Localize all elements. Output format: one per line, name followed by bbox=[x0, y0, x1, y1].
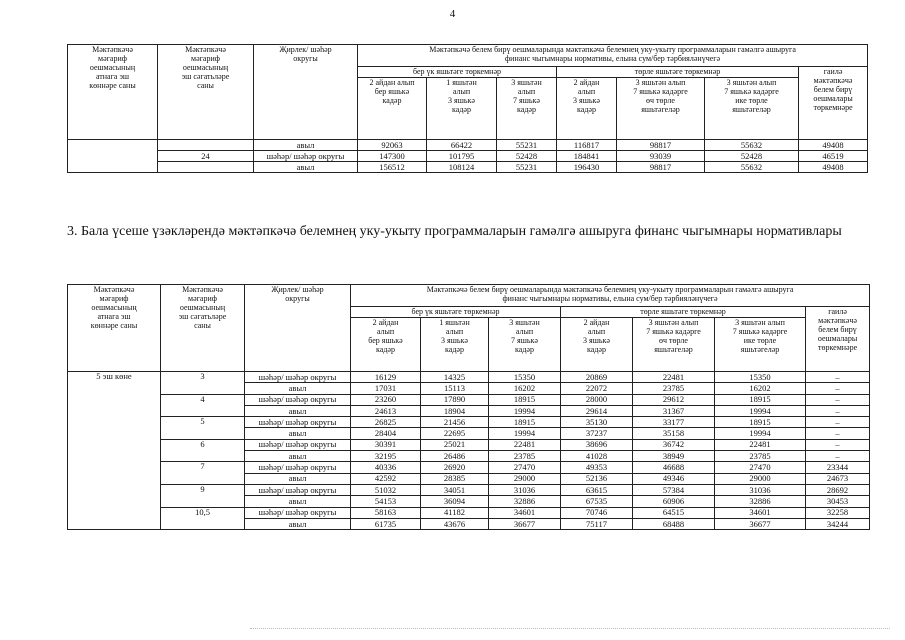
value-cell: 64515 bbox=[633, 507, 715, 518]
area-cell: шәһәр/ шәһәр округы bbox=[245, 372, 351, 383]
value-cell: 28692 bbox=[806, 484, 870, 495]
value-cell: 18915 bbox=[715, 417, 806, 428]
value-cell: 29000 bbox=[715, 473, 806, 484]
scan-artifact-line bbox=[250, 628, 890, 633]
value-cell: 14325 bbox=[421, 372, 489, 383]
value-cell: 70746 bbox=[561, 507, 633, 518]
area-cell: шәһәр/ шәһәр округы bbox=[245, 439, 351, 450]
table-row bbox=[68, 394, 870, 405]
header-age-3-7: 3 яшьтән алып 7 яшькә кадәр bbox=[497, 78, 557, 140]
table-row bbox=[68, 140, 868, 151]
section-heading: 3. Бала үсеше үзәкләрендә мәктәпкәчә белемнең уку-укыту программаларын гамәлгә ашыруга финанс чыгымнары нормативлары bbox=[67, 224, 842, 239]
header-work-hours: Мәктәпкәчә мәгариф оешмасының эш сәгатьләре саны bbox=[161, 285, 245, 372]
value-cell: 15350 bbox=[489, 372, 561, 383]
value-cell: 24673 bbox=[806, 473, 870, 484]
value-cell: 92063 bbox=[358, 140, 427, 151]
value-cell: 66422 bbox=[427, 140, 497, 151]
value-cell: 22481 bbox=[489, 439, 561, 450]
value-cell: 108124 bbox=[427, 162, 497, 173]
work-days-cell: 5 эш көне bbox=[68, 372, 161, 530]
value-cell: 29000 bbox=[489, 473, 561, 484]
value-cell: 23785 bbox=[489, 451, 561, 462]
value-cell: 34601 bbox=[715, 507, 806, 518]
value-cell: 37237 bbox=[561, 428, 633, 439]
work-hours-cell: 10,5 bbox=[161, 507, 245, 530]
value-cell: 30453 bbox=[806, 496, 870, 507]
value-cell: 98817 bbox=[617, 140, 705, 151]
area-cell: шәһәр/ шәһәр округы bbox=[254, 151, 358, 162]
value-cell: 31367 bbox=[633, 405, 715, 416]
value-cell: 93039 bbox=[617, 151, 705, 162]
value-cell: 41182 bbox=[421, 507, 489, 518]
header-work-hours: Мәктәпкәчә мәгариф оешмасының эш сәгатьләре саны bbox=[158, 45, 254, 140]
value-cell: 34244 bbox=[806, 518, 870, 529]
header-age-2m-1y: 2 айдан алып бер яшькә кадәр bbox=[358, 78, 427, 140]
area-cell: авыл bbox=[245, 405, 351, 416]
value-cell: 35158 bbox=[633, 428, 715, 439]
value-cell: 60906 bbox=[633, 496, 715, 507]
value-cell: 22072 bbox=[561, 383, 633, 394]
header-family-groups: гаилә мәктәпкәчә белем бирү оешмалары төркемнәре bbox=[799, 67, 868, 140]
value-cell: 52428 bbox=[705, 151, 799, 162]
value-cell: 22695 bbox=[421, 428, 489, 439]
value-cell: 63615 bbox=[561, 484, 633, 495]
header-mixed-2m-3: 2 айдан алып 3 яшькә кадәр bbox=[561, 318, 633, 372]
table-row bbox=[68, 417, 870, 428]
value-cell: 34601 bbox=[489, 507, 561, 518]
value-cell: 20869 bbox=[561, 372, 633, 383]
value-cell: 16202 bbox=[489, 383, 561, 394]
page-number: 4 bbox=[449, 8, 456, 20]
area-cell: авыл bbox=[245, 473, 351, 484]
value-cell: 75117 bbox=[561, 518, 633, 529]
value-cell: 21456 bbox=[421, 417, 489, 428]
work-hours-cell bbox=[158, 140, 254, 151]
value-cell: 55632 bbox=[705, 162, 799, 173]
value-cell: – bbox=[806, 383, 870, 394]
value-cell: 46519 bbox=[799, 151, 868, 162]
area-cell: шәһәр/ шәһәр округы bbox=[245, 394, 351, 405]
value-cell: 25021 bbox=[421, 439, 489, 450]
value-cell: 27470 bbox=[489, 462, 561, 473]
value-cell: 54153 bbox=[351, 496, 421, 507]
value-cell: 38696 bbox=[561, 439, 633, 450]
value-cell: 15113 bbox=[421, 383, 489, 394]
header-age-2m-1y: 2 айдан алып бер яшькә кадәр bbox=[351, 318, 421, 372]
value-cell: 40336 bbox=[351, 462, 421, 473]
value-cell: 26825 bbox=[351, 417, 421, 428]
value-cell: 16202 bbox=[715, 383, 806, 394]
header-same-age-groups: бер үк яшьтәге төркемнәр bbox=[358, 67, 557, 78]
header-family-groups: гаилә мәктәпкәчә белем бирү оешмалары төркемнәре bbox=[806, 307, 870, 372]
value-cell: 23785 bbox=[715, 451, 806, 462]
value-cell: 31036 bbox=[489, 484, 561, 495]
value-cell: 33177 bbox=[633, 417, 715, 428]
work-hours-cell: 4 bbox=[161, 394, 245, 417]
work-hours-cell: 7 bbox=[161, 462, 245, 485]
area-cell: шәһәр/ шәһәр округы bbox=[245, 462, 351, 473]
work-hours-cell: 24 bbox=[158, 151, 254, 162]
value-cell: – bbox=[806, 417, 870, 428]
value-cell: 51032 bbox=[351, 484, 421, 495]
value-cell: 49346 bbox=[633, 473, 715, 484]
area-cell: авыл bbox=[245, 496, 351, 507]
header-group-title: Мәктәпкәчә белем бирү оешмаларында мәктәпкәчә белемнең уку-укыту программаларын гамәлгә ашыруга финанс чыгымнары нормативы, елына сум/бер тәрбияләнүчегә bbox=[358, 45, 868, 67]
value-cell: 61735 bbox=[351, 518, 421, 529]
child-development-centers-norms-table bbox=[67, 284, 870, 530]
value-cell: 28385 bbox=[421, 473, 489, 484]
table-row bbox=[68, 484, 870, 495]
value-cell: 55231 bbox=[497, 140, 557, 151]
area-cell: авыл bbox=[245, 383, 351, 394]
area-cell: авыл bbox=[245, 518, 351, 529]
value-cell: 36094 bbox=[421, 496, 489, 507]
value-cell: 184841 bbox=[557, 151, 617, 162]
value-cell: 67535 bbox=[561, 496, 633, 507]
work-days-cell bbox=[68, 140, 158, 173]
value-cell: 27470 bbox=[715, 462, 806, 473]
value-cell: 32886 bbox=[715, 496, 806, 507]
value-cell: 19994 bbox=[715, 405, 806, 416]
value-cell: 24613 bbox=[351, 405, 421, 416]
value-cell: – bbox=[806, 372, 870, 383]
value-cell: – bbox=[806, 439, 870, 450]
header-mixed-2m-3: 2 айдан алып 3 яшькә кадәр bbox=[557, 78, 617, 140]
header-mixed-two-ages: 3 яшьтән алып 7 яшькә кадәрге ике төрле яшьтәгеләр bbox=[715, 318, 806, 372]
value-cell: 57384 bbox=[633, 484, 715, 495]
value-cell: 22481 bbox=[715, 439, 806, 450]
value-cell: 18915 bbox=[715, 394, 806, 405]
value-cell: 55632 bbox=[705, 140, 799, 151]
header-mixed-three-ages: 3 яшьтән алып 7 яшькә кадәрге өч төрле яшьтәгеләр bbox=[633, 318, 715, 372]
area-cell: шәһәр/ шәһәр округы bbox=[245, 484, 351, 495]
value-cell: 58163 bbox=[351, 507, 421, 518]
header-mixed-three-ages: 3 яшьтән алып 7 яшькә кадәрге өч төрле яшьтәгеләр bbox=[617, 78, 705, 140]
value-cell: 23260 bbox=[351, 394, 421, 405]
header-mixed-two-ages: 3 яшьтән алып 7 яшькә кадәрге ике төрле яшьтәгеләр bbox=[705, 78, 799, 140]
value-cell: 23344 bbox=[806, 462, 870, 473]
value-cell: 156512 bbox=[358, 162, 427, 173]
value-cell: 26920 bbox=[421, 462, 489, 473]
value-cell: 29614 bbox=[561, 405, 633, 416]
table-row bbox=[68, 372, 870, 383]
value-cell: – bbox=[806, 394, 870, 405]
value-cell: 30391 bbox=[351, 439, 421, 450]
area-cell: авыл bbox=[254, 162, 358, 173]
value-cell: – bbox=[806, 428, 870, 439]
value-cell: 29612 bbox=[633, 394, 715, 405]
value-cell: – bbox=[806, 405, 870, 416]
value-cell: 42592 bbox=[351, 473, 421, 484]
value-cell: 34051 bbox=[421, 484, 489, 495]
area-cell: авыл bbox=[245, 428, 351, 439]
value-cell: 36742 bbox=[633, 439, 715, 450]
value-cell: 22481 bbox=[633, 372, 715, 383]
area-cell: авыл bbox=[245, 451, 351, 462]
value-cell: 46688 bbox=[633, 462, 715, 473]
value-cell: 49353 bbox=[561, 462, 633, 473]
value-cell: 19994 bbox=[715, 428, 806, 439]
value-cell: 16129 bbox=[351, 372, 421, 383]
value-cell: 196430 bbox=[557, 162, 617, 173]
value-cell: 101795 bbox=[427, 151, 497, 162]
value-cell: 18915 bbox=[489, 394, 561, 405]
value-cell: 17890 bbox=[421, 394, 489, 405]
value-cell: 38949 bbox=[633, 451, 715, 462]
value-cell: 52136 bbox=[561, 473, 633, 484]
table-row bbox=[68, 439, 870, 450]
value-cell: 31036 bbox=[715, 484, 806, 495]
value-cell: 35130 bbox=[561, 417, 633, 428]
value-cell: 32258 bbox=[806, 507, 870, 518]
value-cell: 19994 bbox=[489, 428, 561, 439]
value-cell: 36677 bbox=[489, 518, 561, 529]
work-hours-cell: 6 bbox=[161, 439, 245, 462]
header-mixed-age-groups: төрле яшьтәге төркемнәр bbox=[561, 307, 806, 318]
value-cell: 98817 bbox=[617, 162, 705, 173]
value-cell: 41028 bbox=[561, 451, 633, 462]
value-cell: 36677 bbox=[715, 518, 806, 529]
value-cell: 26486 bbox=[421, 451, 489, 462]
header-work-days: Мәктәпкәчә мәгариф оешмасының атнага эш көннәре саны bbox=[68, 285, 161, 372]
value-cell: 18915 bbox=[489, 417, 561, 428]
value-cell: 52428 bbox=[497, 151, 557, 162]
table-row bbox=[68, 462, 870, 473]
table-row bbox=[68, 151, 868, 162]
header-area: Җирлек/ шәһәр округы bbox=[254, 45, 358, 140]
area-cell: шәһәр/ шәһәр округы bbox=[245, 417, 351, 428]
value-cell: 43676 bbox=[421, 518, 489, 529]
value-cell: 147300 bbox=[358, 151, 427, 162]
header-work-days: Мәктәпкәчә мәгариф оешмасының атнага эш көннәре саны bbox=[68, 45, 158, 140]
table-row bbox=[68, 507, 870, 518]
value-cell: 19994 bbox=[489, 405, 561, 416]
area-cell: авыл bbox=[254, 140, 358, 151]
value-cell: 17031 bbox=[351, 383, 421, 394]
value-cell: 23785 bbox=[633, 383, 715, 394]
work-hours-cell: 5 bbox=[161, 417, 245, 440]
area-cell: шәһәр/ шәһәр округы bbox=[245, 507, 351, 518]
header-same-age-groups: бер үк яшьтәге төркемнәр bbox=[351, 307, 561, 318]
header-mixed-age-groups: төрле яшьтәге төркемнәр bbox=[557, 67, 799, 78]
value-cell: 49408 bbox=[799, 162, 868, 173]
value-cell: 28404 bbox=[351, 428, 421, 439]
value-cell: 15350 bbox=[715, 372, 806, 383]
header-age-3-7: 3 яшьтән алып 7 яшькә кадәр bbox=[489, 318, 561, 372]
header-group-title: Мәктәпкәчә белем бирү оешмаларында мәктәпкәчә белемнең уку-укыту программаларын гамәлгә ашыруга финанс чыгымнары нормативы, елына сум/бер тәрбияләнүчегә bbox=[351, 285, 870, 307]
header-age-1-3: 1 яшьтән алып 3 яшькә кадәр bbox=[427, 78, 497, 140]
value-cell: 49408 bbox=[799, 140, 868, 151]
value-cell: 28000 bbox=[561, 394, 633, 405]
work-hours-cell: 3 bbox=[161, 372, 245, 395]
value-cell: 18904 bbox=[421, 405, 489, 416]
table-row bbox=[68, 162, 868, 173]
value-cell: 68488 bbox=[633, 518, 715, 529]
value-cell: 116817 bbox=[557, 140, 617, 151]
value-cell: 32195 bbox=[351, 451, 421, 462]
norms-table-continued bbox=[67, 44, 868, 173]
value-cell: 55231 bbox=[497, 162, 557, 173]
work-hours-cell bbox=[158, 162, 254, 173]
value-cell: – bbox=[806, 451, 870, 462]
value-cell: 32886 bbox=[489, 496, 561, 507]
work-hours-cell: 9 bbox=[161, 484, 245, 507]
header-age-1-3: 1 яшьтән алып 3 яшькә кадәр bbox=[421, 318, 489, 372]
header-area: Җирлек/ шәһәр округы bbox=[245, 285, 351, 372]
